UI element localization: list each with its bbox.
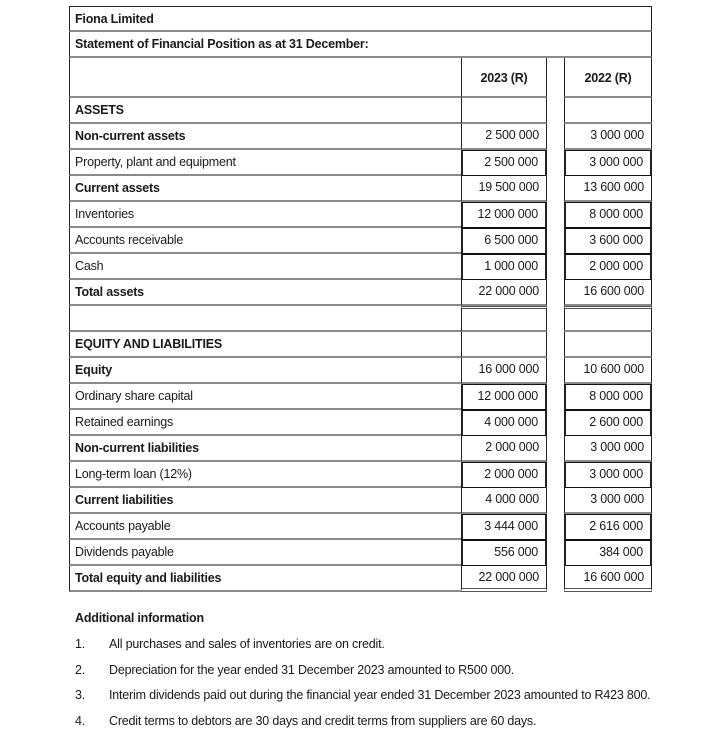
table-row (69, 462, 652, 488)
value-2023: 6 500 000 (461, 228, 547, 254)
value-2023: 3 444 000 (461, 514, 547, 540)
table-row (69, 176, 652, 202)
spacer-row (69, 306, 652, 332)
item-number: 1. (75, 637, 86, 651)
list-item (75, 658, 695, 684)
empty-cell (461, 306, 547, 332)
value-2022: 3 000 000 (564, 150, 652, 176)
row-label: Ordinary share capital (69, 384, 461, 410)
row-label: Non-current liabilities (69, 436, 461, 462)
value-2023: 2 500 000 (461, 150, 547, 176)
column-header-2023: 2023 (R) (461, 58, 547, 98)
row-label: Inventories (69, 202, 461, 228)
statement-title-row (69, 32, 652, 58)
table-row (69, 540, 652, 566)
list-item (75, 683, 695, 709)
value-2023: 19 500 000 (461, 176, 547, 202)
row-label: Retained earnings (69, 410, 461, 436)
empty-cell (564, 306, 652, 332)
value-2023: 4 000 000 (461, 410, 547, 436)
column-header-2022: 2022 (R) (564, 58, 652, 98)
list-item (75, 632, 695, 658)
table-row (69, 202, 652, 228)
value-2022: 3 000 000 (564, 124, 652, 150)
row-label: Accounts payable (69, 514, 461, 540)
value-2022: 16 600 000 (564, 566, 652, 592)
equity-liabilities-heading-row (69, 332, 652, 358)
value-2022: 3 600 000 (564, 228, 652, 254)
table-row (69, 488, 652, 514)
empty-cell (69, 306, 461, 332)
additional-information (75, 606, 695, 734)
table-row (69, 384, 652, 410)
empty-cell (461, 332, 547, 358)
value-2023: 2 000 000 (461, 436, 547, 462)
item-number: 3. (75, 688, 86, 702)
value-2022: 2 616 000 (564, 514, 652, 540)
value-2022: 13 600 000 (564, 176, 652, 202)
value-2022: 2 000 000 (564, 254, 652, 280)
item-number: 2. (75, 662, 86, 677)
company-row (69, 6, 652, 32)
row-label: Total equity and liabilities (69, 566, 461, 592)
table-row (69, 410, 652, 436)
row-label: Cash (69, 254, 461, 280)
value-2023: 12 000 000 (461, 384, 547, 410)
value-2023: 4 000 000 (461, 488, 547, 514)
value-2023: 12 000 000 (461, 202, 547, 228)
item-text: Depreciation for the year ended 31 December 2023 amounted to R500 000. (109, 662, 515, 677)
value-2022: 2 600 000 (564, 410, 652, 436)
value-2023: 16 000 000 (461, 358, 547, 384)
row-label: Non-current assets (69, 124, 461, 150)
row-label: Total assets (69, 280, 461, 306)
table-row (69, 254, 652, 280)
table-row (69, 514, 652, 540)
column-header-row (69, 58, 652, 98)
item-text: Interim dividends paid out during the financial year ended 31 December 2023 amounted to R423 800. (109, 688, 651, 702)
row-label: Equity (69, 358, 461, 384)
row-label: Current liabilities (69, 488, 461, 514)
financial-position-table (69, 6, 652, 592)
total-equity-liabilities-row (69, 566, 652, 592)
table-row (69, 124, 652, 150)
equity-liabilities-heading: EQUITY AND LIABILITIES (69, 332, 461, 358)
item-number: 4. (75, 713, 86, 728)
value-2022: 10 600 000 (564, 358, 652, 384)
value-2022: 3 000 000 (564, 462, 652, 488)
row-label: Property, plant and equipment (69, 150, 461, 176)
row-label: Accounts receivable (69, 228, 461, 254)
item-text: Credit terms to debtors are 30 days and credit terms from suppliers are 60 days. (109, 713, 537, 728)
company-name: Fiona Limited (69, 6, 652, 32)
value-2023: 22 000 000 (461, 566, 547, 592)
assets-heading: ASSETS (69, 98, 461, 124)
value-2023: 2 500 000 (461, 124, 547, 150)
value-2022: 8 000 000 (564, 384, 652, 410)
empty-cell (564, 98, 652, 124)
additional-info-title: Additional information (75, 611, 204, 625)
value-2022: 16 600 000 (564, 280, 652, 306)
table-row (69, 436, 652, 462)
empty-cell (564, 332, 652, 358)
table-row (69, 150, 652, 176)
value-2022: 3 000 000 (564, 436, 652, 462)
item-text: All purchases and sales of inventories are on credit. (109, 637, 385, 651)
header-label-cell (69, 58, 461, 98)
value-2022: 384 000 (564, 540, 652, 566)
row-label: Long-term loan (12%) (69, 462, 461, 488)
statement-title: Statement of Financial Position as at 31 December: (69, 32, 652, 58)
value-2022: 3 000 000 (564, 488, 652, 514)
row-label: Current assets (69, 176, 461, 202)
total-assets-row (69, 280, 652, 306)
value-2023: 1 000 000 (461, 254, 547, 280)
list-item (75, 709, 695, 735)
value-2023: 556 000 (461, 540, 547, 566)
table-row (69, 358, 652, 384)
value-2023: 2 000 000 (461, 462, 547, 488)
value-2022: 8 000 000 (564, 202, 652, 228)
row-label: Dividends payable (69, 540, 461, 566)
assets-heading-row (69, 98, 652, 124)
value-2023: 22 000 000 (461, 280, 547, 306)
table-row (69, 228, 652, 254)
empty-cell (461, 98, 547, 124)
